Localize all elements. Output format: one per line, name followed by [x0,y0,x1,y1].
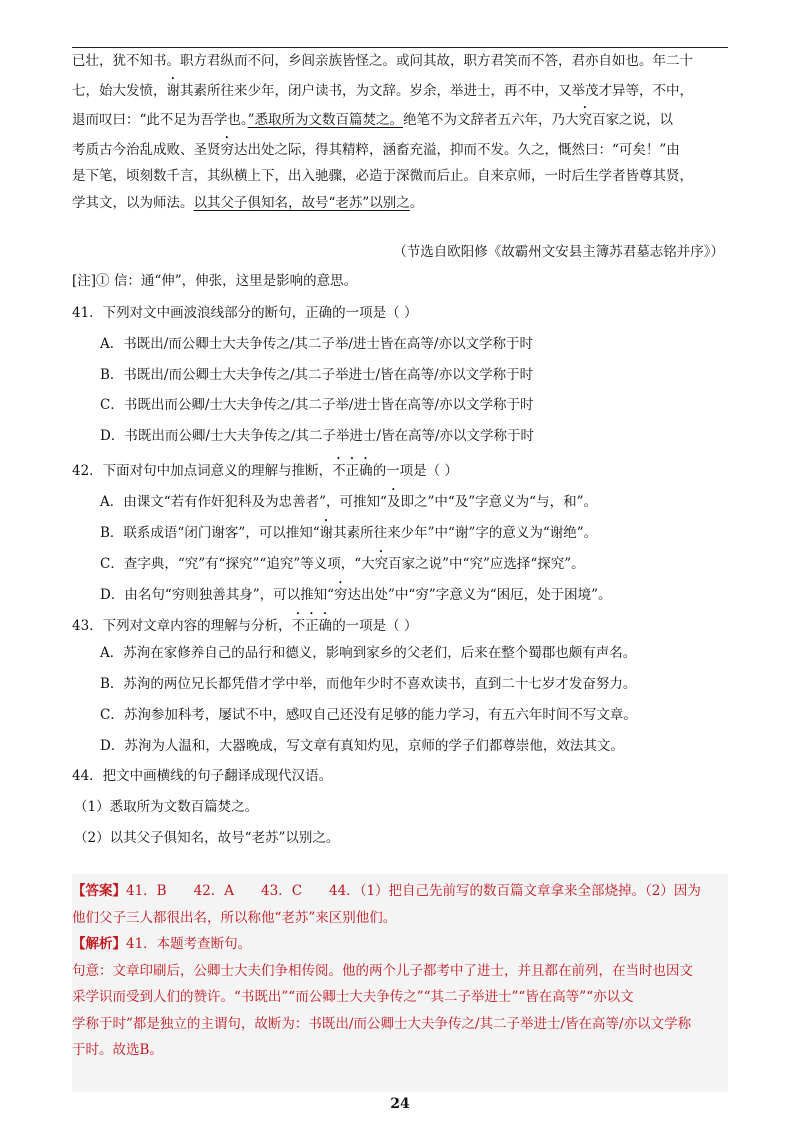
q43-option-d: D．苏洵为人温和，大器晚成，写文章有真知灼见，京师的学子们都尊崇他，效法其文。 [100,738,624,754]
dotted-word: 不正确 [332,463,373,479]
q44-stem: 44．把文中画横线的句子翻译成现代汉语。 [72,768,333,784]
analysis-tag: 【解析】 [72,936,126,952]
q42-option-d: D．由名句“穷则独善其身”，可以推知“穷达出处”中“穷”字意义为“困厄，处于困境”。 [100,587,612,603]
analysis-line: 句意：文章印刷后，公卿士大夫们争相传阅。他的两个儿子都考中了进士，并且都在前列，在当时也因文 [72,962,693,979]
dotted-char: 穷 [220,141,234,158]
q43-option-c: C．苏洵参加科考，屡试不中，感叹自己还没有足够的能力学习，有五六年时间不写文章。 [100,707,637,723]
page-number: 24 [390,1096,410,1112]
q42-option-a: A．由课文“若有作奸犯科及为忠善者”，可推知“及即之”中“及”字意义为“与，和”。 [100,494,597,510]
q44-item-2: （2）以其父子俱知名，故号“老苏”以别之。 [74,830,340,846]
q41-option-d: D．书既出而公卿/士大夫争传之/其二子举进士/皆在高等/亦以文学称于时 [100,428,535,444]
q41-option-c: C．书既出而公卿/士大夫争传之/其二子举/进士皆在高等/亦以文学称于时 [100,397,534,413]
passage-line: 学其文，以为师法。以其父子俱知名，故号“老苏”以别之。 [72,194,424,211]
passage-line: 考质古今治乱成败、圣贤穷达出处之际，得其精粹，涵畜充溢，抑而不发。久之，慨然曰：“可矣！”由 [72,141,680,158]
q44-item-1: （1）悉取所为文数百篇焚之。 [74,799,259,815]
q42-option-c: C．查字典，“究”有“探究”“追究”等义项，“大究百家之说”中“究”应选择“探究”。 [100,556,585,572]
answer-line: 【答案】41．B 42．A 43．C 44．（1）把自己先前写的数百篇文章拿来全部烧掉。（2）因为 [72,883,701,899]
passage-line: 七，始大发愤，谢其素所往来少年，闭户读书，为文辞。岁余，举进士，再不中，又举茂才异等，不中， [72,82,693,99]
analysis-line: 学称于时”都是独立的主谓句，故断为：书既出/而公卿士大夫争传之/其二子举进士/皆在高等/亦以文学称 [72,1015,692,1032]
q41-stem: 41．下列对文中画波浪线部分的断句，正确的一项是（ ） [72,305,418,321]
source-citation: （节选自欧阳修《故霸州文安县主簿苏君墓志铭并序》） [393,244,724,260]
note: [注]① 信：通“伸”，伸张，这里是影响的意思。 [72,273,358,289]
analysis-line: 于时。故选B。 [72,1042,163,1058]
dotted-word: 不正确 [291,618,333,634]
q41-option-a: A．书既出/而公卿士大夫争传之/其二子举/进士皆在高等/亦以文学称于时 [100,336,533,352]
passage-line: 退而叹曰：“此不足为吾学也。”悉取所为文数百篇焚之。绝笔不为文辞者五六年，乃大究百家之说，以 [72,112,674,128]
q42-option-b: B．联系成语“闭门谢客”，可以推知“谢其素所往来少年”中“谢”字的意义为“谢绝”。 [100,525,598,541]
underlined-sentence: ”悉取所为文数百篇焚之。 [247,112,404,128]
underlined-sentence: 以其父子俱知名，故号“老苏”以别之 [193,194,410,211]
q43-stem: 43．下列对文章内容的理解与分析，不正确的一项是（ ） [72,618,418,634]
analysis-line: 【解析】41．本题考查断句。 [72,936,252,952]
analysis-line: 采学识而受到人们的赞许。“书既出”“而公卿士大夫争传之”“其二子举进士”“皆在高等”“亦以文 [72,989,634,1005]
answer-tag: 【答案】 [72,883,126,899]
passage-line: 是下笔，顷刻数千言，其纵横上下，出入驰骤，必造于深微而后止。自来京师，一时后生学者皆尊其贤， [72,168,693,184]
dotted-char: 谢 [166,82,180,99]
passage [72,48,728,216]
answer-line: 他们父子三人都很出名，所以称他“老苏”来区别他们。 [72,909,397,926]
q43-option-a: A．苏洵在家修养自己的品行和德义，影响到家乡的父老们，后来在整个蜀郡也颇有声名。 [100,645,637,661]
q41-option-b: B．书既出/而公卿士大夫争传之/其二子举进士/皆在高等/亦以文学称于时 [100,367,534,383]
passage-line: 已壮，犹不知书。职方君纵而不问，乡闾亲族皆怪之。或问其故，职方君笑而不答，君亦自如也。年二十 [72,53,693,69]
q43-option-b: B．苏洵的两位兄长都凭借才学中举，而他年少时不喜欢读书，直到二十七岁才发奋努力。 [100,676,637,692]
answer-section [72,878,728,1064]
dotted-char: 究 [578,112,593,128]
q42-stem: 42．下面对句中加点词意义的理解与推断，不正确的一项是（ ） [72,463,458,479]
